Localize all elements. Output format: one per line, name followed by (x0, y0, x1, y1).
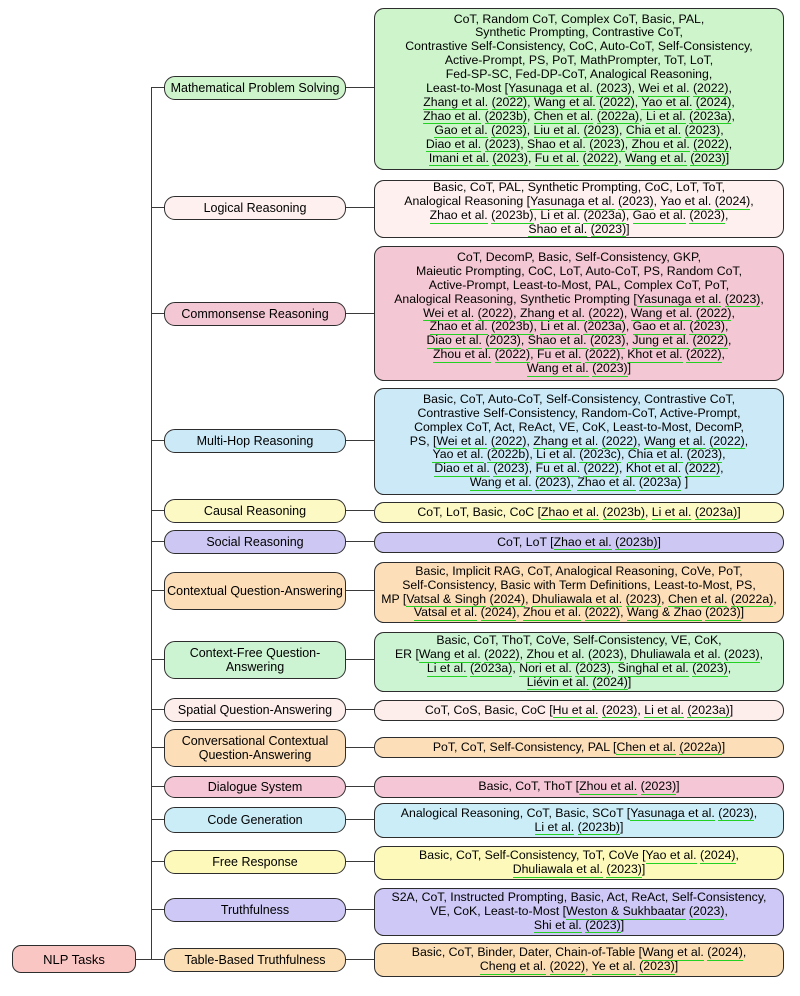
category-label: Table-Based Truthfulness (184, 953, 326, 967)
category-spatial-question-answering (164, 698, 346, 722)
content-line: Basic, CoT, ThoT [Zhou et al. (2023)] (478, 779, 680, 794)
connector-line (346, 659, 374, 660)
content-line: Dhuliawala et al. (2023)] (512, 862, 646, 876)
citation-link[interactable]: Fu et al. (2022) (534, 150, 619, 165)
category-truthfulness (164, 898, 346, 922)
content-line: CoT, LoT [Zhao et al. (2023b)] (497, 534, 661, 549)
citation-link[interactable]: Khot et al. (2022) (627, 347, 722, 362)
citation-link[interactable]: Li et al. (2023a) (646, 108, 732, 123)
citation-link[interactable]: Wei et al. (2022) (638, 81, 729, 96)
content-line: Diao et al. (2023), Fu et al. (2022), Khot et al. (2022), (434, 461, 724, 476)
citation-link[interactable]: Wei et al. (2022) (436, 433, 527, 448)
citation-link[interactable]: Diao et al. (2023) (434, 461, 529, 476)
connector-line (151, 786, 164, 787)
citation-link[interactable]: Gao et al. (2023) (632, 208, 725, 222)
citation-link[interactable]: Yasunaga et al. (2023) (636, 291, 761, 306)
connector-line (136, 959, 152, 960)
connector-line (151, 819, 164, 820)
content-line: S2A, CoT, Instructed Prompting, Basic, Act, ReAct, Self-Consistency, (391, 890, 767, 905)
content-line: Zhou et al. (2022), Fu et al. (2022), Khot et al. (2022), (433, 347, 725, 362)
citation-link[interactable]: Zhang et al. (2022) (423, 94, 528, 109)
citation-link[interactable]: Zhao et al. (2023b) (429, 319, 534, 334)
connector-line (151, 659, 164, 660)
category-label: Context-Free Question-Answering (189, 646, 321, 674)
citation-link[interactable]: Zhao et al. (2023b) (429, 208, 534, 222)
content-line: Cheng et al. (2022), Ye et al. (2023)] (479, 959, 679, 973)
content-line: Zhao et al. (2023b), Chen et al. (2022a), Li et al. (2023a), (423, 108, 735, 123)
citation-link[interactable]: Dhuliawala et al. (2023) (512, 862, 642, 876)
techniques-box-conversational-contextual-question-answering (374, 737, 784, 758)
connector-line (346, 861, 374, 862)
content-line: Liévin et al. (2024)] (526, 674, 632, 689)
citation-link[interactable]: Chia et al. (2023) (627, 447, 723, 462)
connector-line (151, 747, 164, 748)
category-label: Truthfulness (220, 903, 290, 917)
category-label: Code Generation (207, 813, 303, 827)
content-line: CoT, DecomP, Basic, Self-Consistency, GKP, (457, 249, 701, 264)
category-label: Commonsense Reasoning (181, 307, 329, 321)
techniques-box-dialogue-system (374, 776, 784, 798)
content-line: Fed-SP-SC, Fed-DP-CoT, Analogical Reasoning, (445, 67, 713, 82)
content-line: MP [Vatsal & Singh (2024), Dhuliawala et al. (2023), Chen et al. (2022a), (381, 591, 777, 606)
connector-line (151, 909, 164, 910)
category-label: Contextual Question-Answering (167, 584, 343, 598)
content-line: Basic, CoT, PAL, Synthetic Prompting, CoC, LoT, ToT, (432, 180, 726, 195)
category-contextual-question-answering (164, 572, 346, 610)
citation-link[interactable]: Diao et al. (2023) (425, 136, 521, 151)
connector-line (346, 590, 374, 591)
citation-link[interactable]: Li et al. (2023a) (426, 661, 513, 675)
connector-line (151, 709, 164, 710)
trunk-line (151, 88, 152, 960)
content-line: Contrastive Self-Consistency, CoC, Auto-CoT, Self-Consistency, (405, 39, 753, 54)
citation-link[interactable]: Yao et al. (2024) (641, 94, 732, 109)
content-line: Vatsal et al. (2024), Zhou et al. (2022), Wang & Zhao (2023)] (413, 605, 745, 620)
content-line: VE, CoK, Least-to-Most [Weston & Sukhbaatar (2023), (430, 904, 728, 919)
citation-link[interactable]: Wang et al. (2024) (642, 945, 743, 960)
citation-link[interactable]: Li et al. (2023a) (644, 702, 730, 717)
citation-link[interactable]: Zhou et al. (2022) (631, 136, 729, 151)
citation-link[interactable]: Liévin et al. (2024) (526, 674, 628, 689)
content-line: Li et al. (2023b)] (534, 819, 624, 834)
citation-link[interactable]: Vatsal & Singh (2024) (406, 591, 526, 606)
citation-link[interactable]: Dhuliawala et al. (2023) (531, 591, 662, 606)
connector-line (151, 959, 164, 960)
citation-link[interactable]: Wei et al. (2022) (423, 305, 514, 320)
content-line: Basic, CoT, Binder, Dater, Chain-of-Table [Wang et al. (2024), (411, 945, 747, 960)
content-line: Contrastive Self-Consistency, Random-CoT, Active-Prompt, (417, 405, 741, 420)
content-line: Active-Prompt, PS, PoT, MathPrompter, ToT, LoT, (444, 53, 714, 68)
citation-link[interactable]: Fu et al. (2022) (536, 347, 621, 362)
citation-link[interactable]: Yao et al. (2022b) (432, 447, 530, 462)
category-code-generation (164, 807, 346, 833)
citation-link[interactable]: Zhou et al. (2022) (433, 347, 531, 362)
citation-link[interactable]: Fu et al. (2022) (535, 461, 619, 476)
citation-link[interactable]: Yasunaga et al. (2023) (508, 81, 632, 96)
category-multi-hop-reasoning (164, 429, 346, 453)
citation-link[interactable]: Zhao et al. (2023a) (577, 475, 682, 490)
connector-line (346, 440, 374, 441)
category-logical-reasoning (164, 196, 346, 220)
citation-link[interactable]: Chen et al. (2022a) (616, 739, 722, 754)
root-label: NLP Tasks (43, 951, 105, 967)
citation-link[interactable]: Chen et al. (2022a) (667, 591, 774, 606)
content-line: Analogical Reasoning, Synthetic Prompting [Yasunaga et al. (2023), (394, 291, 764, 306)
citation-link[interactable]: Zhao et al. (2023b) (423, 108, 528, 123)
citation-link[interactable]: Yao et al. (2024) (660, 194, 751, 209)
citation-link[interactable]: Dhuliawala et al. (2023) (630, 647, 760, 662)
content-line: Yao et al. (2022b), Li et al. (2023c), Chia et al. (2023), (432, 447, 726, 462)
connector-line (346, 747, 374, 748)
category-social-reasoning (164, 530, 346, 554)
content-line: Imani et al. (2023), Fu et al. (2022), Wang et al. (2023)] (428, 150, 730, 165)
connector-line (346, 313, 374, 314)
citation-link[interactable]: Zhao et al. (2023b) (553, 534, 658, 549)
citation-link[interactable]: Zhou et al. (2022) (523, 605, 621, 620)
content-line: Analogical Reasoning, CoT, Basic, SCoT [Yasunaga et al. (2023), (400, 805, 758, 820)
content-line: Shi et al. (2023)] (533, 917, 625, 932)
category-context-free-question-answering (164, 641, 346, 679)
techniques-box-code-generation (374, 803, 784, 838)
citation-link[interactable]: Vatsal et al. (2024) (413, 605, 517, 620)
connector-line (151, 440, 164, 441)
content-line: ER [Wang et al. (2022), Zhou et al. (2023), Dhuliawala et al. (2023), (394, 647, 764, 662)
citation-link[interactable]: Ye et al. (2023) (591, 959, 675, 973)
citation-link[interactable]: Wang & Zhao (2023) (626, 605, 741, 620)
citation-link[interactable]: Hu et al. (2023) (552, 702, 638, 717)
techniques-box-spatial-question-answering (374, 700, 784, 721)
connector-line (151, 590, 164, 591)
content-line: Wang et al. (2023)] (526, 361, 632, 376)
techniques-box-causal-reasoning (374, 502, 784, 523)
root-node-nlp-tasks (12, 945, 136, 973)
citation-link[interactable]: Li et al. (2023a) (540, 319, 626, 334)
techniques-box-free-response (374, 846, 784, 880)
connector-line (151, 541, 164, 542)
category-label: Mathematical Problem Solving (170, 81, 340, 95)
citation-link[interactable]: Yao et al. (2024) (645, 848, 736, 863)
category-table-based-truthfulness (164, 948, 346, 972)
content-line: Wei et al. (2022), Zhang et al. (2022), Wang et al. (2022), (423, 305, 735, 320)
citation-link[interactable]: Diao et al. (2023) (426, 333, 521, 348)
citation-link[interactable]: Chia et al. (2023) (625, 122, 721, 137)
category-label: Conversational Contextual Question-Answering (181, 734, 329, 762)
citation-link[interactable]: Shao et al. (2023) (528, 221, 627, 236)
connector-line (346, 207, 374, 208)
citation-link[interactable]: Wang et al. (2023) (526, 361, 628, 376)
category-label: Causal Reasoning (203, 504, 307, 518)
content-line: Diao et al. (2023), Shao et al. (2023), Jung et al. (2022), (426, 333, 732, 348)
content-line: Zhao et al. (2023b), Li et al. (2023a), Gao et al. (2023), (429, 319, 729, 334)
content-line: Self-Consistency, Basic with Term Definitions, Least-to-Most, PS, (402, 577, 756, 592)
connector-line (346, 909, 374, 910)
content-line: CoT, LoT, Basic, CoC [Zhao et al. (2023b), Li et al. (2023a)] (417, 504, 741, 519)
citation-link[interactable]: Wang et al. (2022) (630, 305, 732, 320)
citation-link[interactable]: Wang et al. (2023) (469, 475, 571, 490)
citation-link[interactable]: Zhou et al. (2023) (526, 647, 624, 662)
content-line: Maieutic Prompting, CoC, LoT, Auto-CoT, PS, Random CoT, (415, 263, 742, 278)
content-line: CoT, Random CoT, Complex CoT, Basic, PAL, (453, 11, 705, 26)
citation-link[interactable]: Zhou et al. (2023) (579, 779, 677, 794)
category-mathematical-problem-solving (164, 76, 346, 100)
techniques-box-multi-hop-reasoning (374, 388, 784, 495)
citation-link[interactable]: Weston & Sukhbaatar (2023) (566, 904, 725, 919)
connector-line (346, 786, 374, 787)
techniques-box-mathematical-problem-solving (374, 8, 784, 170)
content-line: Synthetic Prompting, Contrastive CoT, (475, 25, 683, 40)
citation-link[interactable]: Li et al. (2023a) (651, 504, 738, 519)
category-label: Spatial Question-Answering (177, 703, 333, 717)
citation-link[interactable]: Zhang et al. (2022) (519, 305, 624, 320)
citation-link[interactable]: Singhal et al. (2023) (617, 661, 728, 675)
content-line: Gao et al. (2023), Liu et al. (2023), Chia et al. (2023), (434, 122, 724, 137)
content-line: Zhao et al. (2023b), Li et al. (2023a), Gao et al. (2023), (429, 208, 729, 222)
connector-line (346, 510, 374, 511)
category-label: Free Response (212, 855, 298, 869)
citation-link[interactable]: Li et al. (2023a) (540, 208, 626, 222)
category-free-response (164, 850, 346, 874)
connector-line (151, 207, 164, 208)
category-label: Logical Reasoning (203, 201, 307, 215)
citation-link[interactable]: Imani et al. (2023) (428, 150, 528, 165)
content-line: Diao et al. (2023), Shao et al. (2023), Zhou et al. (2022), (425, 136, 733, 151)
citation-link[interactable]: Li et al. (2023c) (536, 447, 621, 462)
category-dialogue-system (164, 776, 346, 798)
connector-line (151, 861, 164, 862)
content-line: Basic, Implicit RAG, CoT, Analogical Reasoning, CoVe, PoT, (415, 563, 743, 578)
techniques-box-social-reasoning (374, 532, 784, 553)
citation-link[interactable]: Jung et al. (2022) (632, 333, 729, 348)
citation-link[interactable]: Gao et al. (2023) (434, 122, 527, 137)
citation-link[interactable]: Shao et al. (2023) (527, 333, 626, 348)
content-line: Complex CoT, Act, ReAct, VE, CoK, Least-to-Most, DecomP, (414, 419, 744, 434)
citation-link[interactable]: Wang et al. (2022) (533, 94, 635, 109)
citation-link[interactable]: Wang et al. (2022) (644, 433, 745, 448)
content-line: PoT, CoT, Self-Consistency, PAL [Chen et al. (2022a)] (432, 739, 726, 754)
techniques-box-logical-reasoning (374, 180, 784, 238)
content-line: PS, [Wei et al. (2022), Zhang et al. (2022), Wang et al. (2022), (409, 433, 749, 448)
connector-line (151, 87, 164, 88)
techniques-box-truthfulness (374, 888, 784, 936)
category-commonsense-reasoning (164, 302, 346, 326)
citation-link[interactable]: Wang et al. (2023) (625, 150, 726, 165)
content-line: Zhang et al. (2022), Wang et al. (2022), Yao et al. (2024), (423, 94, 735, 109)
citation-link[interactable]: Chen et al. (2022a) (533, 108, 640, 123)
connector-line (151, 313, 164, 314)
connector-line (346, 709, 374, 710)
citation-link[interactable]: Li et al. (2023b) (534, 819, 621, 834)
content-line: Wang et al. (2023), Zhao et al. (2023a) ] (469, 475, 689, 490)
connector-line (151, 510, 164, 511)
citation-link[interactable]: Zhang et al. (2022) (533, 433, 638, 448)
citation-link[interactable]: Liu et al. (2023) (533, 122, 619, 137)
connector-line (346, 819, 374, 820)
connector-line (346, 87, 374, 88)
content-line: Basic, CoT, Auto-CoT, Self-Consistency, Contrastive CoT, (422, 391, 736, 406)
techniques-box-commonsense-reasoning (374, 246, 784, 381)
content-line: Least-to-Most [Yasunaga et al. (2023), Wei et al. (2022), (426, 81, 732, 96)
content-line: Li et al. (2023a), Nori et al. (2023), Singhal et al. (2023), (426, 661, 732, 675)
category-label: Social Reasoning (206, 535, 304, 549)
content-line: Analogical Reasoning [Yasunaga et al. (2023), Yao et al. (2024), (404, 194, 754, 209)
content-line: Shao et al. (2023)] (528, 221, 630, 236)
connector-line (346, 959, 374, 960)
category-conversational-contextual-question-answering (164, 729, 346, 767)
citation-link[interactable]: Cheng et al. (2022) (479, 959, 586, 973)
content-line: Basic, CoT, ThoT, CoVe, Self-Consistency, VE, CoK, (436, 633, 722, 648)
citation-link[interactable]: Nori et al. (2023) (519, 661, 611, 675)
citation-link[interactable]: Yasunaga et al. (2023) (530, 194, 654, 209)
content-line: Basic, CoT, Self-Consistency, ToT, CoVe [Yao et al. (2024), (419, 848, 739, 863)
content-line: Active-Prompt, Least-to-Most, PAL, Complex CoT, PoT, (428, 277, 730, 292)
citation-link[interactable]: Shao et al. (2023) (527, 136, 625, 151)
category-label: Multi-Hop Reasoning (196, 434, 314, 448)
category-causal-reasoning (164, 499, 346, 523)
citation-link[interactable]: Wang et al. (2022) (418, 647, 520, 662)
citation-link[interactable]: Khot et al. (2022) (625, 461, 721, 476)
content-line: CoT, CoS, Basic, CoC [Hu et al. (2023), Li et al. (2023a)] (424, 702, 734, 717)
connector-line (346, 541, 374, 542)
citation-link[interactable]: Shi et al. (2023) (533, 917, 621, 932)
citation-link[interactable]: Yasunaga et al. (2023) (630, 805, 754, 820)
techniques-box-contextual-question-answering (374, 562, 784, 623)
techniques-box-context-free-question-answering (374, 632, 784, 692)
citation-link[interactable]: Zhao et al. (2023b) (541, 504, 645, 519)
category-label: Dialogue System (207, 780, 303, 794)
citation-link[interactable]: Gao et al. (2023) (632, 319, 725, 334)
techniques-box-table-based-truthfulness (374, 943, 784, 977)
